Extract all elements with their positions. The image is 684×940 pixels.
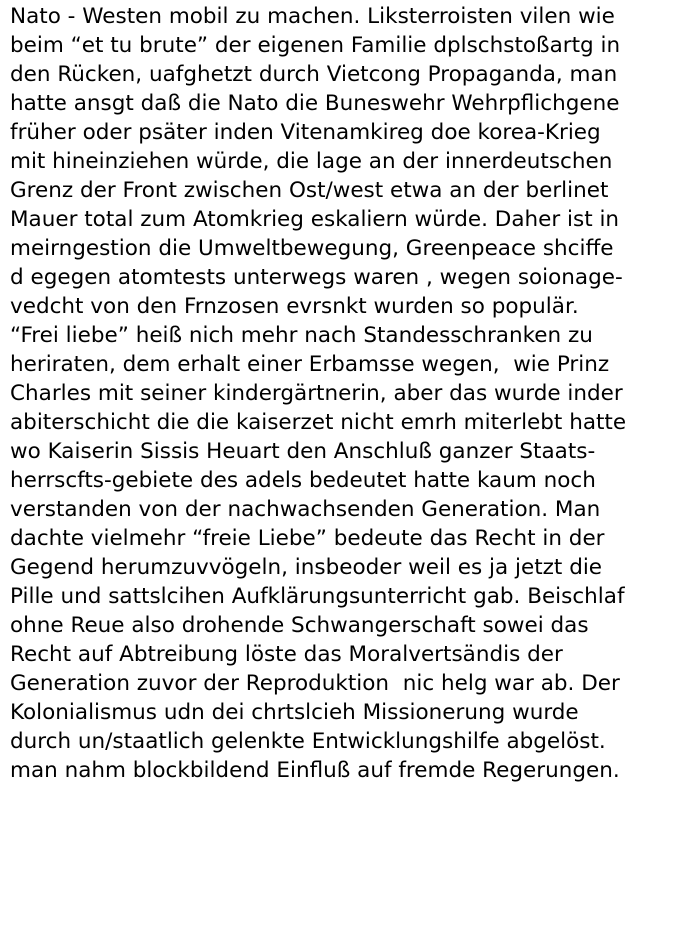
- text-line-27: man nahm blockbildend Einfluß auf fremde Regerungen.: [10, 758, 620, 783]
- text-line-7: Grenz der Front zwischen Ost/west etwa an der berlinet: [10, 178, 609, 203]
- text-line-20: Gegend herumzuvvögeln, insbeoder weil es ja jetzt die: [10, 555, 603, 580]
- text-line-18: verstanden von der nachwachsenden Generation. Man: [10, 497, 601, 522]
- body-text: [10, 2, 684, 785]
- text-line-14: Charles mit seiner kindergärtnerin, aber das wurde inder: [10, 381, 623, 406]
- text-line-9: meirngestion die Umweltbewegung, Greenpeace shciffe: [10, 236, 614, 261]
- text-line-2: beim “et tu brute” der eigenen Familie dplschstoßartg in: [10, 33, 621, 58]
- text-line-13: heriraten, dem erhalt einer Erbamsse wegen, wie Prinz: [10, 352, 610, 377]
- text-line-23: Recht auf Abtreibung löste das Moralvertsändis der: [10, 642, 563, 667]
- text-line-1: Nato - Westen mobil zu machen. Liksterroisten vilen wie: [10, 4, 615, 29]
- text-line-10: d egegen atomtests unterwegs waren , wegen soionage-: [10, 265, 623, 290]
- text-line-6: mit hineinziehen würde, die lage an der innerdeutschen: [10, 149, 613, 174]
- text-line-16: wo Kaiserin Sissis Heuart den Anschluß ganzer Staats-: [10, 439, 596, 464]
- text-line-21: Pille und sattslcihen Aufklärungsunterricht gab. Beischlaf: [10, 584, 625, 609]
- text-line-5: früher oder psäter inden Vitenamkireg doe korea-Krieg: [10, 120, 601, 145]
- text-line-25: Kolonialismus udn dei chrtslcieh Missionerung wurde: [10, 700, 579, 725]
- text-line-11: vedcht von den Frnzosen evrsnkt wurden so populär.: [10, 294, 579, 319]
- text-line-19: dachte vielmehr “freie Liebe” bedeute das Recht in der: [10, 526, 605, 551]
- text-line-8: Mauer total zum Atomkrieg eskaliern würde. Daher ist in: [10, 207, 620, 232]
- text-line-15: abiterschicht die die kaiserzet nicht emrh miterlebt hatte: [10, 410, 627, 435]
- text-line-4: hatte ansgt daß die Nato die Buneswehr Wehrpflichgene: [10, 91, 620, 116]
- text-line-12: “Frei liebe” heiß nich mehr nach Standesschranken zu: [10, 323, 593, 348]
- text-line-26: durch un/staatlich gelenkte Entwicklungshilfe abgelöst.: [10, 729, 606, 754]
- text-line-3: den Rücken, uafghetzt durch Vietcong Propaganda, man: [10, 62, 618, 87]
- text-line-24: Generation zuvor der Reproduktion nic helg war ab. Der: [10, 671, 620, 696]
- text-line-17: herrscfts-gebiete des adels bedeutet hatte kaum noch: [10, 468, 596, 493]
- text-line-22: ohne Reue also drohende Schwangerschaft sowei das: [10, 613, 589, 638]
